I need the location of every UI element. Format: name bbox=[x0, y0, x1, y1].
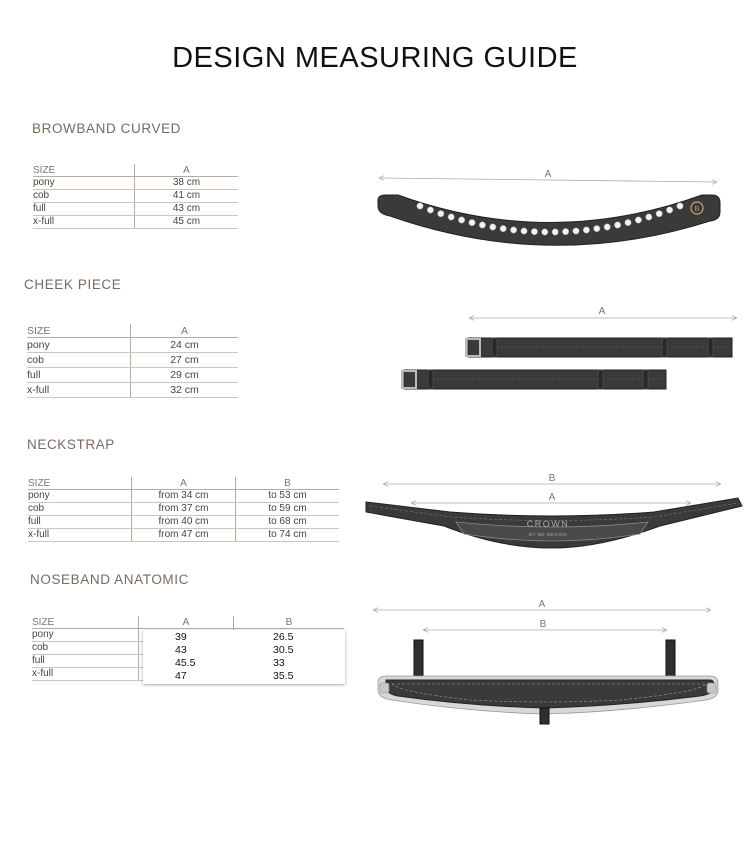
browband-value-cob: 41 cm bbox=[135, 190, 239, 203]
neckstrap-header-size: SIZE bbox=[28, 477, 132, 490]
page-title: DESIGN MEASURING GUIDE bbox=[172, 42, 578, 74]
cheek-value-xfull: 32 cm bbox=[131, 383, 239, 398]
cheek-size-xfull: x-full bbox=[27, 383, 131, 398]
neckstrap-header-b: B bbox=[236, 477, 340, 490]
neckstrap-size-xfull: x-full bbox=[28, 529, 132, 542]
neckstrap-section-title: NECKSTRAP bbox=[27, 437, 115, 452]
noseband-label-b: B bbox=[539, 619, 547, 630]
neckstrap-b-full: to 68 cm bbox=[236, 516, 340, 529]
neckstrap-a-xfull: from 47 cm bbox=[132, 529, 236, 542]
crystal bbox=[438, 211, 444, 217]
noseband-b-cob: 30.5 bbox=[273, 644, 294, 656]
neckstrap-label-b: B bbox=[548, 473, 556, 484]
crystal bbox=[625, 219, 631, 225]
cheek-section-title: CHEEK PIECE bbox=[24, 277, 122, 292]
noseband-size-full: full bbox=[32, 655, 139, 668]
crystal bbox=[594, 225, 600, 231]
neckstrap-diagram bbox=[366, 473, 742, 548]
cheek-size-cob: cob bbox=[27, 353, 131, 368]
neckstrap-a-cob: from 37 cm bbox=[132, 503, 236, 516]
browband-logo-letter: B bbox=[694, 205, 700, 213]
browband-size-cob: cob bbox=[33, 190, 135, 203]
noseband-size-xfull: x-full bbox=[32, 668, 139, 681]
noseband-ring-left-icon bbox=[380, 683, 389, 693]
noseband-a-pony: 39 bbox=[175, 631, 187, 643]
crystal bbox=[521, 228, 527, 234]
noseband-header-size: SIZE bbox=[32, 616, 139, 629]
neckstrap-brand-text: CROWN bbox=[526, 519, 570, 529]
crystal bbox=[604, 224, 610, 230]
crystal bbox=[479, 222, 485, 228]
crystal bbox=[427, 207, 433, 213]
cheek-strap-long bbox=[468, 338, 732, 357]
neckstrap-size-cob: cob bbox=[28, 503, 132, 516]
noseband-size-pony: pony bbox=[32, 629, 139, 642]
noseband-center-tab bbox=[540, 708, 549, 724]
noseband-b-full: 33 bbox=[273, 657, 285, 669]
crystal bbox=[531, 228, 537, 234]
noseband-label-a: A bbox=[538, 599, 546, 610]
noseband-header-b: B bbox=[234, 616, 345, 629]
crystal bbox=[614, 222, 620, 228]
browband-size-xfull: x-full bbox=[33, 216, 135, 229]
cheek-size-full: full bbox=[27, 368, 131, 383]
neckstrap-a-full: from 40 cm bbox=[132, 516, 236, 529]
noseband-diagram bbox=[374, 599, 718, 724]
noseband-size-cob: cob bbox=[32, 642, 139, 655]
browband-size-pony: pony bbox=[33, 177, 135, 190]
browband-label-a: A bbox=[544, 169, 552, 180]
crystal bbox=[646, 214, 652, 220]
noseband-b-pony: 26.5 bbox=[273, 631, 294, 643]
crystal bbox=[542, 229, 548, 235]
neckstrap-brand-sub: BY BD DESIGN bbox=[529, 532, 567, 537]
crystal bbox=[417, 203, 423, 209]
cheek-value-pony: 24 cm bbox=[131, 338, 239, 353]
cheek-label-a: A bbox=[598, 306, 606, 317]
browband-diagram bbox=[378, 169, 720, 245]
crystal bbox=[469, 219, 475, 225]
browband-value-full: 43 cm bbox=[135, 203, 239, 216]
crystal bbox=[666, 207, 672, 213]
noseband-b-xfull: 35.5 bbox=[273, 670, 294, 682]
cheek-value-full: 29 cm bbox=[131, 368, 239, 383]
browband-value-xfull: 45 cm bbox=[135, 216, 239, 229]
browband-header-size: SIZE bbox=[33, 164, 135, 177]
noseband-a-xfull: 47 bbox=[175, 670, 187, 682]
crystal bbox=[552, 229, 558, 235]
browband-strap bbox=[378, 195, 720, 245]
crystal bbox=[458, 217, 464, 223]
crystal bbox=[500, 225, 506, 231]
crystal bbox=[490, 224, 496, 230]
cheek-header-a: A bbox=[131, 324, 239, 338]
cheek-header-size: SIZE bbox=[27, 324, 131, 338]
cheek-strap-short bbox=[404, 370, 666, 389]
cheek-diagram bbox=[402, 306, 736, 389]
crystal bbox=[583, 227, 589, 233]
crystal bbox=[573, 228, 579, 234]
crystal bbox=[635, 217, 641, 223]
noseband-ring-right-icon bbox=[707, 683, 716, 693]
crystal bbox=[677, 203, 683, 209]
neckstrap-b-pony: to 53 cm bbox=[236, 490, 340, 503]
noseband-header-a: A bbox=[139, 616, 234, 629]
neckstrap-label-a: A bbox=[548, 492, 556, 503]
browband-header-a: A bbox=[135, 164, 239, 177]
browband-section-title: BROWBAND CURVED bbox=[32, 121, 182, 136]
browband-size-full: full bbox=[33, 203, 135, 216]
neckstrap-header-a: A bbox=[132, 477, 236, 490]
neckstrap-size-full: full bbox=[28, 516, 132, 529]
noseband-section-title: NOSEBAND ANATOMIC bbox=[30, 572, 189, 587]
crystal bbox=[562, 228, 568, 234]
noseband-a-full: 45.5 bbox=[175, 657, 196, 669]
crystal bbox=[448, 214, 454, 220]
noseband-a-cob: 43 bbox=[175, 644, 187, 656]
crystal bbox=[510, 227, 516, 233]
neckstrap-b-cob: to 59 cm bbox=[236, 503, 340, 516]
cheek-size-pony: pony bbox=[27, 338, 131, 353]
crystal bbox=[656, 211, 662, 217]
cheek-value-cob: 27 cm bbox=[131, 353, 239, 368]
neckstrap-a-pony: from 34 cm bbox=[132, 490, 236, 503]
neckstrap-b-xfull: to 74 cm bbox=[236, 529, 340, 542]
browband-value-pony: 38 cm bbox=[135, 177, 239, 190]
neckstrap-size-pony: pony bbox=[28, 490, 132, 503]
